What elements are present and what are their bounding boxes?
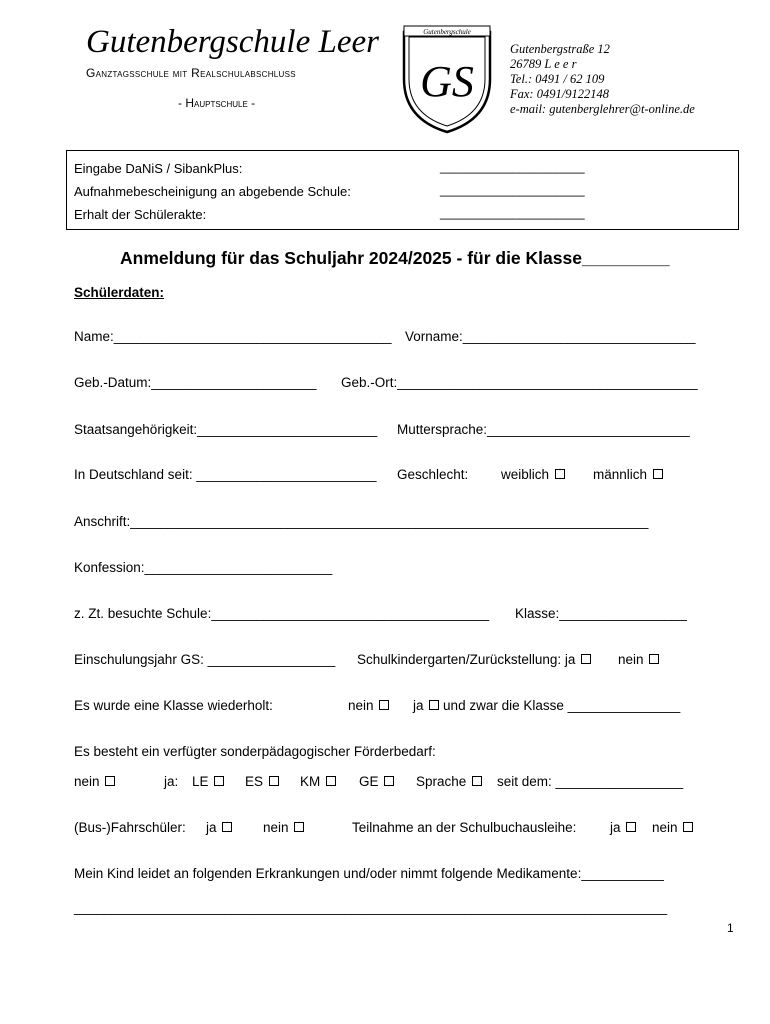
school-contact <box>510 42 695 117</box>
geschlecht-label: Geschlecht: <box>397 467 469 482</box>
ja-label: ja <box>413 698 424 713</box>
anschrift-field[interactable]: Anschrift:_____________________________________________________________________ <box>74 514 649 529</box>
schulkindergarten-ja-checkbox[interactable] <box>581 654 591 664</box>
weiblich-option[interactable] <box>501 467 565 482</box>
contact-street: Gutenbergstraße 12 <box>510 42 610 56</box>
seit-dem-field[interactable]: seit dem: _________________ <box>497 774 684 789</box>
es-checkbox[interactable] <box>269 776 279 786</box>
schulbuch-nein-option[interactable] <box>652 820 693 835</box>
office-row-line[interactable]: ____________________ <box>440 205 585 220</box>
office-row-label: Aufnahmebescheinigung an abgebende Schule: <box>74 184 351 199</box>
nein-label: nein <box>348 698 374 713</box>
fahrschueler-ja-option[interactable] <box>206 820 232 835</box>
besuchte-schule-field[interactable]: z. Zt. besuchte Schule:_____________________________________ <box>74 606 490 621</box>
foerderbedarf-ja-label: ja: <box>164 774 179 789</box>
le-option[interactable] <box>192 774 224 789</box>
office-use-box <box>66 150 739 230</box>
fahrschueler-nein-option[interactable] <box>263 820 304 835</box>
crest-banner-text: Gutenbergschule <box>423 28 471 36</box>
in-deutschland-field[interactable]: In Deutschland seit: ________________________ <box>74 467 377 482</box>
schulkindergarten-option[interactable] <box>357 652 591 667</box>
wiederholt-ja-option[interactable] <box>413 698 680 713</box>
wiederholt-ja-checkbox[interactable] <box>429 700 439 710</box>
schulbuch-nein-checkbox[interactable] <box>683 822 693 832</box>
schulbuch-ja-option[interactable] <box>610 820 636 835</box>
wiederholt-nein-checkbox[interactable] <box>379 700 389 710</box>
km-option[interactable] <box>300 774 336 789</box>
sprache-checkbox[interactable] <box>472 776 482 786</box>
km-label: KM <box>300 774 321 789</box>
schulbuch-label: Teilnahme an der Schulbuchausleihe: <box>352 820 577 835</box>
km-checkbox[interactable] <box>326 776 336 786</box>
le-label: LE <box>192 774 209 789</box>
weiblich-label: weiblich <box>501 467 550 482</box>
geb-datum-field[interactable]: Geb.-Datum:______________________ <box>74 375 317 390</box>
ja-label: ja <box>610 820 621 835</box>
wiederholt-label: Es wurde eine Klasse wiederholt: <box>74 698 273 713</box>
wiederholt-nein-option[interactable] <box>348 698 389 713</box>
nein-label: nein <box>618 652 644 667</box>
muttersprache-field[interactable]: Muttersprache:___________________________ <box>397 422 690 437</box>
ge-option[interactable] <box>359 774 394 789</box>
erkrankungen-extra-line[interactable]: _______________________________________________________________________________ <box>74 900 668 915</box>
school-type: - Hauptschule - <box>178 96 256 110</box>
foerderbedarf-label: Es besteht ein verfügter sonderpädagogischer Förderbedarf: <box>74 744 436 759</box>
school-crest-logo <box>402 24 492 134</box>
ja-label: ja <box>206 820 217 835</box>
office-row-line[interactable]: ____________________ <box>440 159 585 174</box>
nein-label: nein <box>263 820 289 835</box>
contact-city: 26789 L e e r <box>510 57 577 71</box>
contact-phone: Tel.: 0491 / 62 109 <box>510 72 605 86</box>
es-label: ES <box>245 774 264 789</box>
office-row-label: Eingabe DaNiS / SibankPlus: <box>74 161 243 176</box>
sprache-label: Sprache <box>416 774 467 789</box>
ge-label: GE <box>359 774 379 789</box>
school-name: Gutenbergschule Leer <box>86 24 379 60</box>
erkrankungen-field[interactable]: Mein Kind leidet an folgenden Erkrankungen und/oder nimmt folgende Medikamente:___________ <box>74 866 664 881</box>
page-number: 1 <box>727 921 734 935</box>
office-row-label: Erhalt der Schülerakte: <box>74 207 207 222</box>
maennlich-checkbox[interactable] <box>653 469 663 479</box>
foerderbedarf-nein-checkbox[interactable] <box>105 776 115 786</box>
weiblich-checkbox[interactable] <box>555 469 565 479</box>
staatsangehoerigkeit-field[interactable]: Staatsangehörigkeit:________________________ <box>74 422 378 437</box>
foerderbedarf-nein-option[interactable] <box>74 774 115 789</box>
einschulungsjahr-field[interactable]: Einschulungsjahr GS: _________________ <box>74 652 336 667</box>
und-zwar-field[interactable]: und zwar die Klasse _______________ <box>443 698 681 713</box>
name-field[interactable]: Name:_____________________________________ <box>74 329 392 344</box>
maennlich-label: männlich <box>593 467 648 482</box>
fahrschueler-label: (Bus-)Fahrschüler: <box>74 820 186 835</box>
konfession-field[interactable]: Konfession:_________________________ <box>74 560 333 575</box>
contact-email[interactable]: e-mail: gutenberglehrer@t-online.de <box>510 102 695 116</box>
es-option[interactable] <box>245 774 279 789</box>
nein-label: nein <box>652 820 678 835</box>
section-heading: Schülerdaten: <box>74 285 165 300</box>
schulkindergarten-nein-option[interactable] <box>618 652 659 667</box>
schulbuch-ja-checkbox[interactable] <box>626 822 636 832</box>
klasse-field[interactable]: Klasse:_________________ <box>515 606 687 621</box>
geb-ort-field[interactable]: Geb.-Ort:________________________________________ <box>341 375 698 390</box>
contact-fax: Fax: 0491/9122148 <box>510 87 609 101</box>
nein-label: nein <box>74 774 100 789</box>
fahrschueler-ja-checkbox[interactable] <box>222 822 232 832</box>
maennlich-option[interactable] <box>593 467 663 482</box>
schulkindergarten-label: Schulkindergarten/Zurückstellung: ja <box>357 652 576 667</box>
crest-monogram: GS <box>420 57 474 106</box>
sprache-option[interactable] <box>416 774 482 789</box>
ge-checkbox[interactable] <box>384 776 394 786</box>
fahrschueler-nein-checkbox[interactable] <box>294 822 304 832</box>
form-title: Anmeldung für das Schuljahr 2024/2025 - für die Klasse_________ <box>120 248 670 268</box>
school-subtitle: Ganztagsschule mit Realschulabschluss <box>86 66 296 80</box>
schulkindergarten-nein-checkbox[interactable] <box>649 654 659 664</box>
office-row-line[interactable]: ____________________ <box>440 182 585 197</box>
vorname-field[interactable]: Vorname:_______________________________ <box>405 329 696 344</box>
le-checkbox[interactable] <box>214 776 224 786</box>
